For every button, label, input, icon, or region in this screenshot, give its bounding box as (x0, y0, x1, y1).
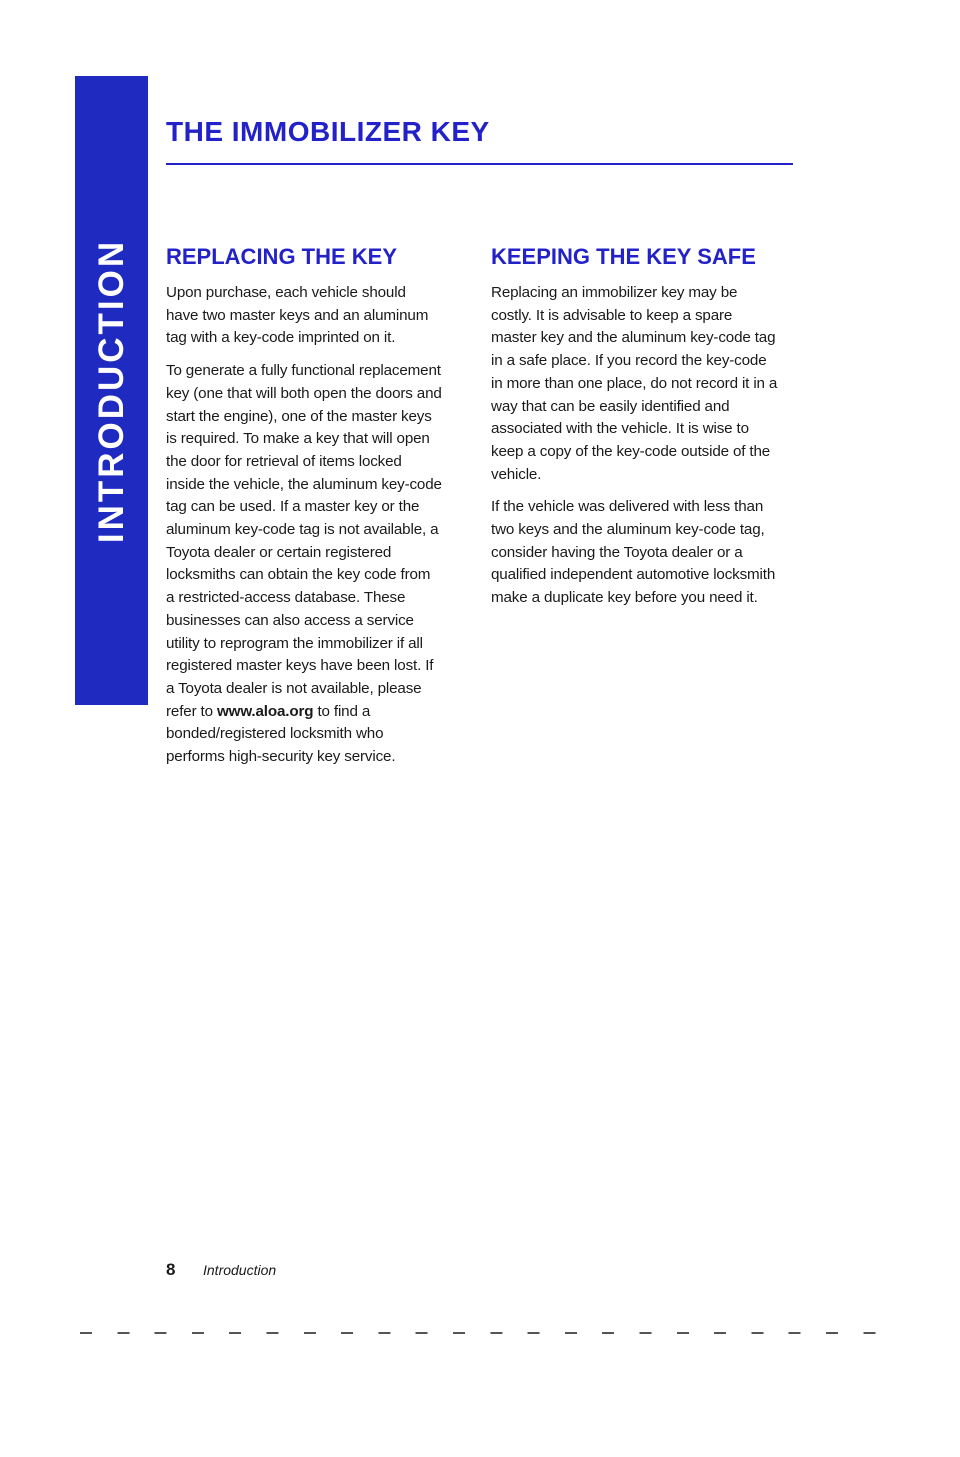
aloa-link[interactable]: www.aloa.org (217, 702, 314, 720)
paragraph: Upon purchase, each vehicle should have two master keys and an aluminum tag with a key-code imprinted on it. (166, 284, 429, 347)
left-column (166, 244, 442, 779)
right-column (491, 244, 779, 620)
section-side-tab (75, 76, 148, 705)
title-divider (166, 163, 793, 165)
paragraph: If the vehicle was delivered with less than two keys and the aluminum key-code tag, consider having the Toyota dealer or a qualified independent automotive locksmith make a duplicate key before you need it. (491, 498, 776, 607)
dashed-divider (80, 1332, 880, 1334)
paragraph (166, 360, 442, 769)
section-tab-label: INTRODUCTION (91, 238, 131, 543)
page-number: 8 (166, 1260, 176, 1279)
section-heading-keeping-safe: KEEPING THE KEY SAFE (491, 244, 756, 269)
section-heading-replacing: REPLACING THE KEY (166, 244, 398, 269)
page-title: THE IMMOBILIZER KEY (166, 116, 490, 147)
paragraph-text: To generate a fully functional replacement key (one that will both open the doors and start the engine), one of the master keys is required. To make a key that will open the door for retrieval of items locked inside the vehicle, the aluminum key-code tag can be used. If a master key or the aluminum key-code tag is not available, a Toyota dealer or certain registered locksmiths can obtain the key code from a restricted-access database. These businesses can also access a service utility to reprogram the immobilizer if all registered master keys have been lost. If a Toyota dealer is not available, please refer to (166, 362, 442, 720)
footer-section-name: Introduction (203, 1262, 277, 1278)
paragraph: Replacing an immobilizer key may be costly. It is advisable to keep a spare master key and the aluminum key-code tag in a safe place. If you record the key-code in more than one place, do not record it in a way that can be easily identified and associated with the vehicle. It is wise to keep a copy of the key-code outside of the vehicle. (491, 284, 778, 483)
paragraph-text: to find a bonded/registered locksmith who performs high-security key service. (166, 702, 396, 766)
